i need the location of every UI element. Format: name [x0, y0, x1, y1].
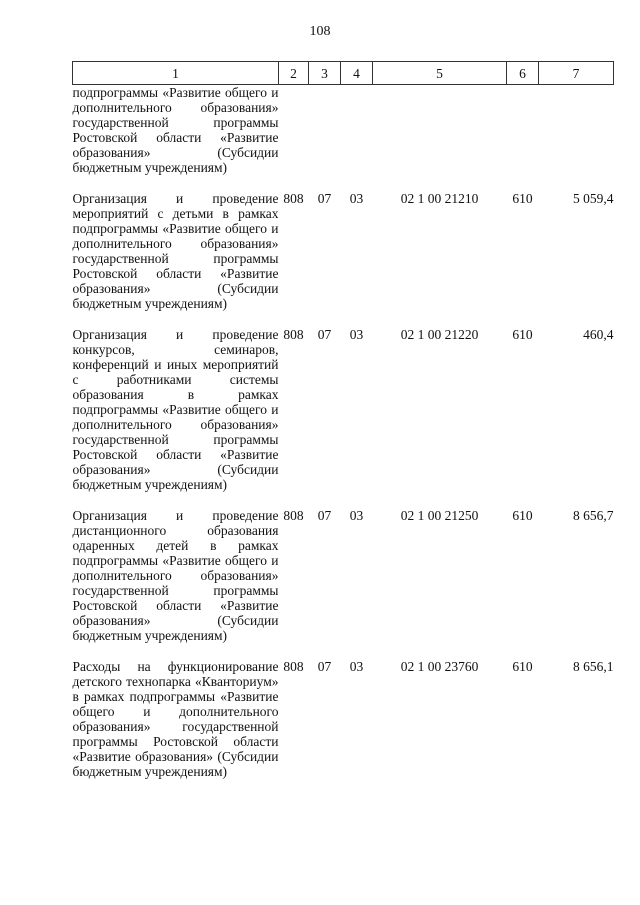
table-row [73, 508, 614, 643]
row-subsection: 03 [349, 327, 364, 342]
header-col-6: 6 [507, 62, 539, 85]
header-col-5: 5 [373, 62, 507, 85]
row-target-article: 02 1 00 21220 [400, 327, 479, 342]
header-col-3: 3 [309, 62, 341, 85]
row-amount [539, 85, 614, 176]
row-section: 07 [317, 191, 332, 206]
row-ministry-code: 808 [283, 508, 304, 523]
row-spacer [73, 175, 614, 191]
table-row [73, 327, 614, 492]
row-description: Организация и проведение дистанционного образования одаренных детей в рамках подпрограммы «Развитие общего и дополнительного образования» государственной программы Ростовской области «Развитие образования» (Субсидии бюджетным учреждениям) [72, 508, 279, 643]
header-col-4: 4 [341, 62, 373, 85]
row-ministry-code: 808 [283, 327, 304, 342]
row-spacer [73, 492, 614, 508]
header-col-7: 7 [539, 62, 614, 85]
row-ministry-code [279, 85, 309, 176]
row-expense-type: 610 [512, 191, 533, 206]
row-ministry-code: 808 [283, 659, 304, 674]
row-subsection: 03 [349, 659, 364, 674]
page-number: 108 [309, 24, 331, 39]
table-row [73, 85, 614, 176]
row-expense-type [507, 85, 539, 176]
row-section: 07 [317, 327, 332, 342]
header-col-2: 2 [279, 62, 309, 85]
row-spacer [73, 311, 614, 327]
row-subsection: 03 [349, 508, 364, 523]
row-expense-type: 610 [512, 508, 533, 523]
row-amount: 460,4 [583, 327, 614, 342]
row-section: 07 [317, 659, 332, 674]
row-amount: 8 656,7 [573, 508, 614, 523]
table-row [73, 191, 614, 311]
row-spacer [73, 643, 614, 659]
budget-table [72, 61, 614, 779]
row-description: Организация и проведение конкурсов, семинаров, конференций и иных мероприятий с работниками системы образования в рамках подпрограммы «Развитие общего и дополнительного образования» государственной программы Ростовской области «Развитие образования» (Субсидии бюджетным учреждениям) [72, 327, 279, 492]
table-row [73, 659, 614, 779]
row-expense-type: 610 [512, 327, 533, 342]
row-ministry-code: 808 [283, 191, 304, 206]
row-amount: 8 656,1 [573, 659, 614, 674]
table-header-row [73, 62, 614, 85]
row-section [309, 85, 341, 176]
row-target-article: 02 1 00 21250 [400, 508, 479, 523]
row-subsection [341, 85, 373, 176]
row-section: 07 [317, 508, 332, 523]
row-expense-type: 610 [512, 659, 533, 674]
row-target-article: 02 1 00 23760 [400, 659, 479, 674]
row-target-article [373, 85, 507, 176]
row-amount: 5 059,4 [573, 191, 614, 206]
row-description: Организация и проведение мероприятий с детьми в рамках подпрограммы «Развитие общего и дополнительного образования» государственной программы Ростовской области «Развитие образования» (Субсидии бюджетным учреждениям) [72, 191, 279, 311]
row-target-article: 02 1 00 21210 [400, 191, 479, 206]
row-description: Расходы на функционирование детского технопарка «Кванториум» в рамках подпрограммы «Развитие общего и дополнительного образования» государственной программы Ростовской области «Развитие образования» (Субсидии бюджетным учреждениям) [72, 659, 279, 779]
row-description: подпрограммы «Развитие общего и дополнительного образования» государственной программы Ростовской области «Развитие образования» (Субсидии бюджетным учреждениям) [72, 85, 279, 175]
header-col-1: 1 [73, 62, 279, 85]
row-subsection: 03 [349, 191, 364, 206]
